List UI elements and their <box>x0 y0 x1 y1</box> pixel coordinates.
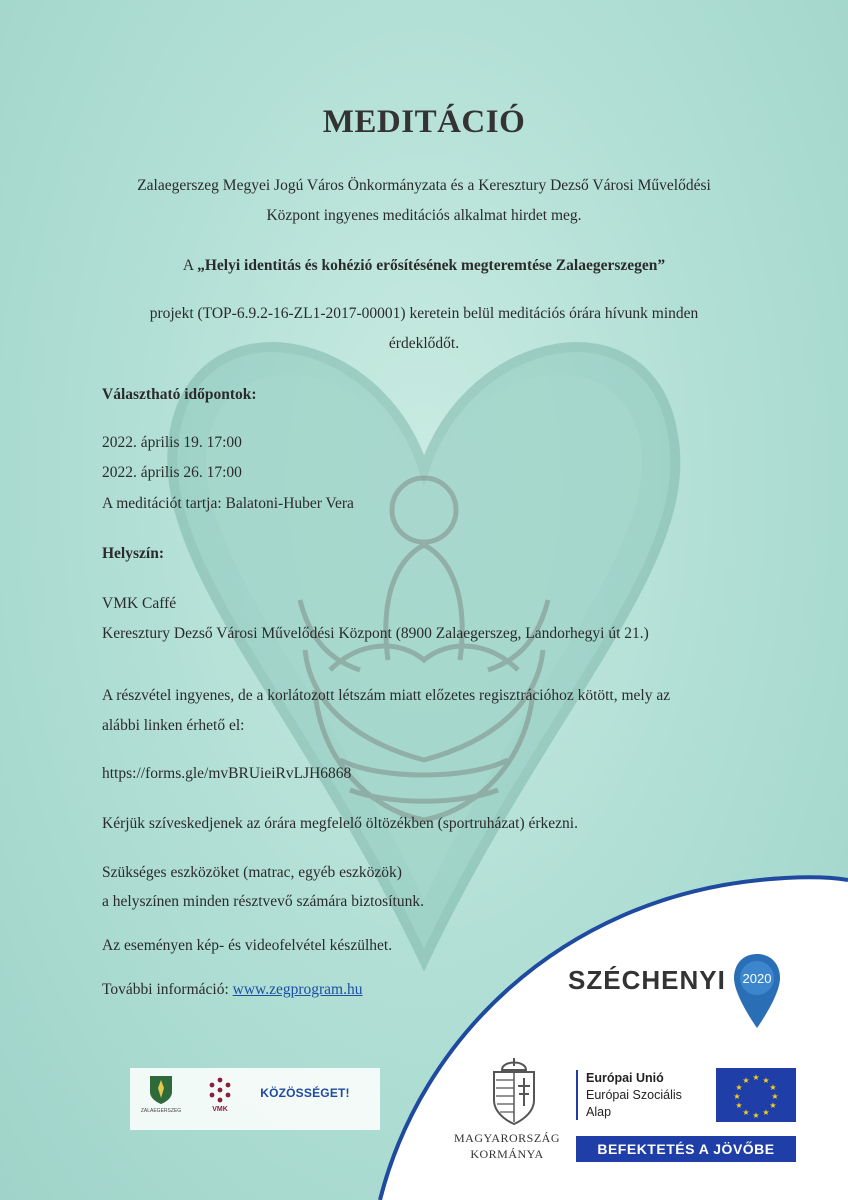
eu-line-2: Európai Szociális <box>586 1088 682 1102</box>
dates-heading: Választható időpontok: <box>102 386 257 403</box>
eu-stars-icon <box>716 1068 796 1122</box>
project-line-2: érdeklődőt. <box>388 335 460 352</box>
vmk-logo <box>200 1076 240 1113</box>
kozosseget-logo-text: KÖZÖSSÉGET! <box>260 1086 350 1100</box>
location-address: Keresztury Dezső Városi Művelődési Központ (8900 Zalaegerszeg, Landorhegyi út 21.) <box>102 625 649 642</box>
vmk-logo-text: VMK <box>212 1106 228 1113</box>
svg-text:★: ★ <box>771 1092 779 1101</box>
government-line-1: MAGYARORSZÁG <box>453 1131 560 1145</box>
project-prefix: A <box>182 257 198 274</box>
eu-text <box>586 1070 682 1121</box>
project-line-1: projekt (TOP-6.9.2-16-ZL1-2017-00001) keretein belül meditációs órára hívunk minden <box>149 305 699 322</box>
eu-line-3: Alap <box>586 1105 612 1119</box>
intro-line-1: Zalaegerszeg Megyei Jogú Város Önkormányzata és a Keresztury Dezső Városi Művelődési <box>137 177 711 194</box>
svg-text:★: ★ <box>762 1108 770 1117</box>
date-item-2: 2022. április 26. 17:00 <box>102 464 242 481</box>
kozosseget-logo <box>260 1086 350 1100</box>
project-name: „Helyi identitás és kohézió erősítésének megteremtése Zalaegerszegen” <box>197 257 666 274</box>
government-name <box>442 1130 572 1162</box>
map-pin-icon <box>732 952 782 1032</box>
leader-line: A meditációt tartja: Balatoni-Huber Vera <box>102 495 354 512</box>
svg-text:★: ★ <box>752 1111 760 1120</box>
eu-divider <box>576 1070 578 1120</box>
recording-note: Az eseményen kép- és videofelvétel készülhet. <box>102 937 393 954</box>
svg-text:★: ★ <box>769 1083 777 1092</box>
svg-text:★: ★ <box>735 1083 743 1092</box>
info-label: További információ: <box>102 981 233 998</box>
project-title-line <box>90 250 758 281</box>
crown-shield-icon <box>484 1056 544 1128</box>
svg-text:★: ★ <box>733 1092 741 1101</box>
registration-url[interactable]: https://forms.gle/mvBRUieiRvLJH6868 <box>102 765 352 782</box>
vmk-dots-icon <box>206 1076 234 1104</box>
registration-line-2: alábbi linken érhető el: <box>102 717 245 734</box>
clothing-note: Kérjük szíveskedjenek az órára megfelelő öltözékben (sportruházat) érkezni. <box>102 815 578 832</box>
hungarian-coat-of-arms <box>484 1056 544 1133</box>
svg-text:★: ★ <box>752 1073 760 1082</box>
svg-text:★: ★ <box>762 1076 770 1085</box>
eu-flag <box>716 1068 796 1122</box>
equipment-line-2: a helyszínen minden résztvevő számára biztosítunk. <box>102 893 424 910</box>
intro-line-2: Központ ingyenes meditációs alkalmat hirdet meg. <box>266 207 582 224</box>
coat-of-arms-icon <box>148 1074 174 1106</box>
svg-text:★: ★ <box>735 1101 743 1110</box>
svg-text:★: ★ <box>769 1101 777 1110</box>
government-line-2: KORMÁNYA <box>470 1147 544 1161</box>
registration-line-1: A részvétel ingyenes, de a korlátozott létszám miatt előzetes regisztrációhoz kötött, mely az <box>102 687 671 704</box>
info-line <box>102 974 362 1005</box>
zalaegerszeg-logo <box>136 1074 186 1114</box>
svg-text:★: ★ <box>742 1108 750 1117</box>
date-item-1: 2022. április 19. 17:00 <box>102 434 242 451</box>
equipment-line-1: Szükséges eszközöket (matrac, egyéb eszközök) <box>102 864 402 881</box>
szechenyi-logo-text: SZÉCHENYI <box>568 965 726 995</box>
invest-banner: BEFEKTETÉS A JÖVŐBE <box>576 1136 796 1162</box>
location-name: VMK Caffé <box>102 595 177 612</box>
info-link[interactable]: www.zegprogram.hu <box>232 981 363 998</box>
location-heading: Helyszín: <box>102 545 164 562</box>
szechenyi-pin-logo <box>732 952 782 1037</box>
zalaegerszeg-logo-text: ZALAEGERSZEG <box>140 1108 182 1114</box>
svg-text:★: ★ <box>742 1076 750 1085</box>
szechenyi-year: 2020 <box>742 971 772 986</box>
page-title: MEDITÁCIÓ <box>322 104 526 140</box>
eu-line-1: Európai Unió <box>586 1071 664 1085</box>
